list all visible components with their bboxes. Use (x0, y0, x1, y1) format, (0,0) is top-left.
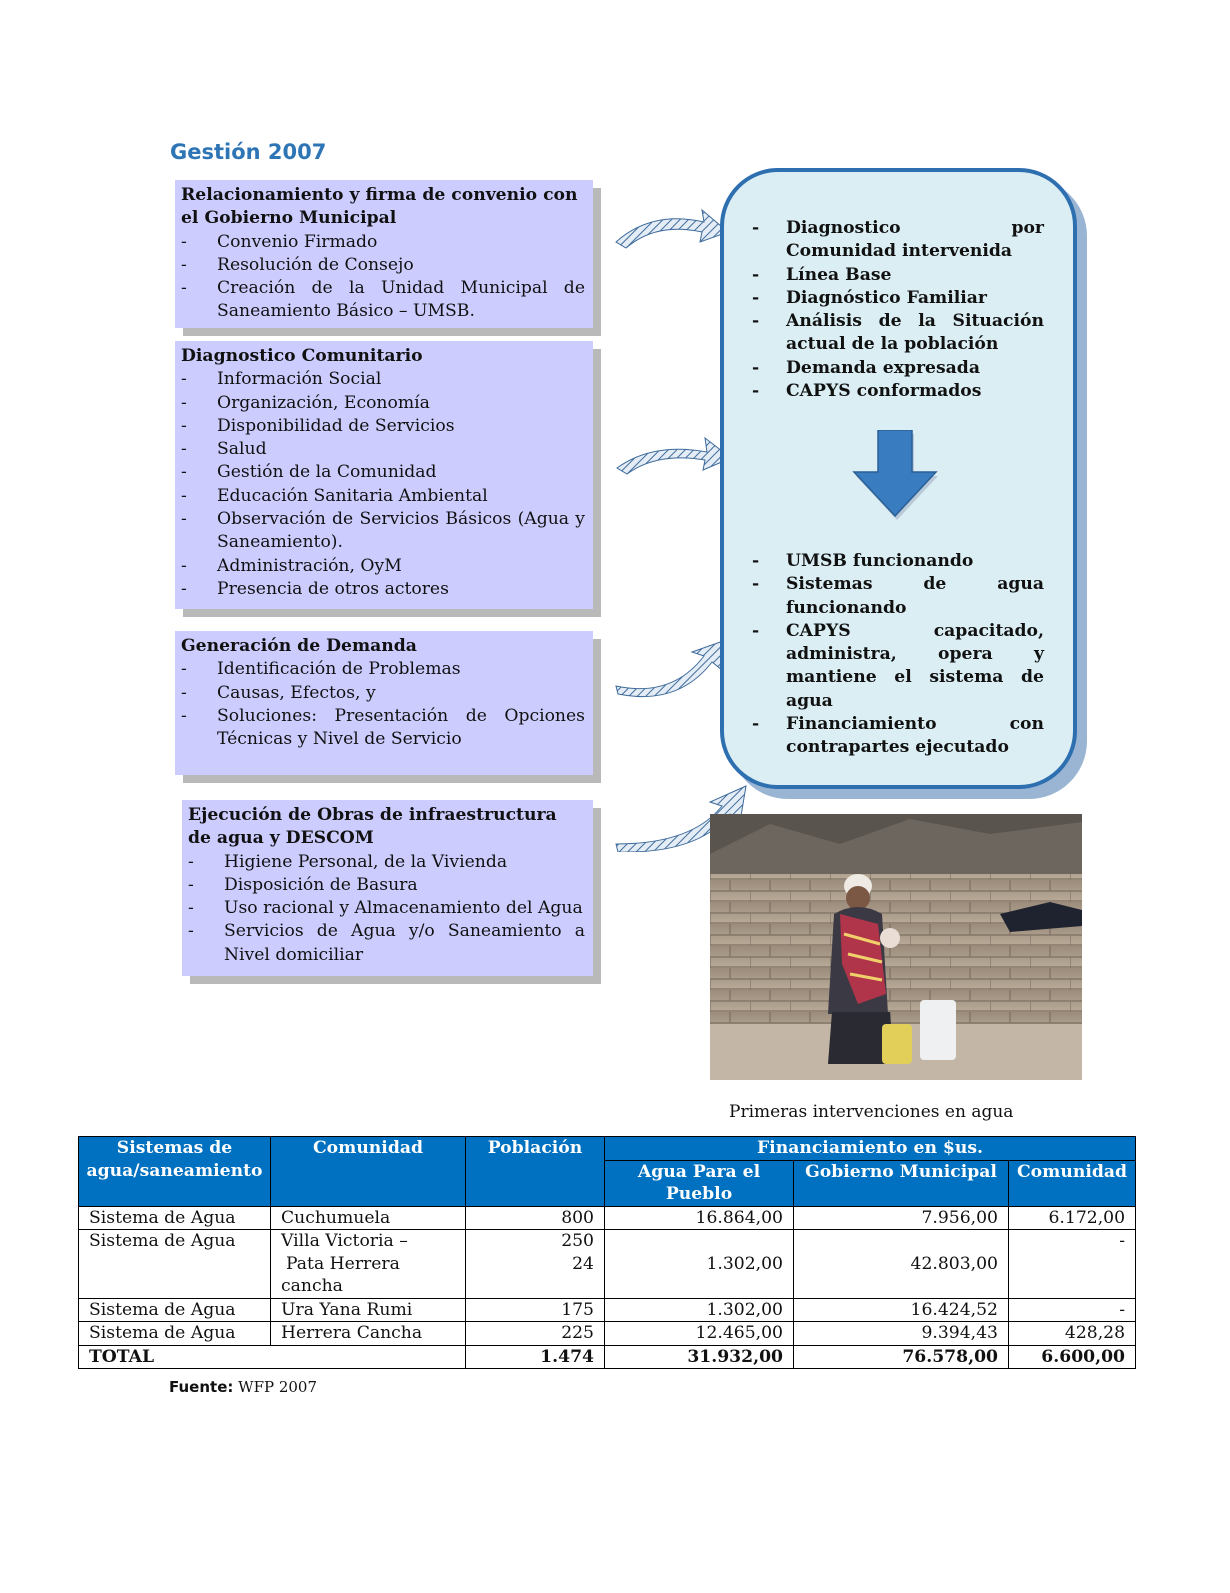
curved-arrow-icon (612, 428, 734, 478)
header-comunidad-fin: Comunidad (1009, 1160, 1136, 1206)
table-row (79, 1206, 1136, 1230)
down-arrow-icon (852, 430, 942, 525)
box-convenio (175, 180, 593, 328)
box-list (181, 658, 585, 751)
cell-comunidad-fin: 428,28 (1009, 1322, 1136, 1346)
cell-comunidad: Cuchumuela (271, 1206, 466, 1230)
cell-poblacion (466, 1230, 605, 1299)
cell-gobierno: 16.424,52 (794, 1298, 1009, 1322)
list-item: - Financiamiento con contrapartes ejecutado (752, 714, 1044, 758)
header-agua-pueblo: Agua Para el Pueblo (605, 1160, 794, 1206)
list-item: - Resolución de Consejo (181, 254, 414, 275)
cell-comunidad: Ura Yana Rumi (271, 1298, 466, 1322)
cell-comunidad: Herrera Cancha (271, 1322, 466, 1346)
cell-sistema: Sistema de Agua (79, 1298, 271, 1322)
cell-comunidad-fin: - (1009, 1298, 1136, 1322)
cell-agua: 1.302,00 (605, 1230, 794, 1299)
list-item: - Organización, Economía (181, 392, 430, 413)
list-item: - Servicios de Agua y/o Saneamiento a Nivel domiciliar (188, 921, 585, 965)
list-item: - Disponibilidad de Servicios (181, 415, 455, 436)
box-title: Generación de Demanda (181, 636, 417, 656)
table-row (79, 1230, 1136, 1299)
cell-agua: 1.302,00 (605, 1298, 794, 1322)
cell-comunidad (271, 1230, 466, 1299)
list-item: - Observación de Servicios Básicos (Agua y Saneamiento). (181, 509, 585, 553)
cell-gobierno: 42.803,00 (794, 1230, 1009, 1299)
list-item: - CAPYS conformados (752, 381, 982, 402)
list-item: - Higiene Personal, de la Vivienda (188, 851, 508, 872)
curved-arrow-icon (612, 636, 732, 698)
list-item: - UMSB funcionando (752, 551, 974, 571)
list-item: - Disposición de Basura (188, 874, 418, 895)
cell-sistema: Sistema de Agua (79, 1322, 271, 1346)
cell-total-comunidad: 6.600,00 (1009, 1345, 1136, 1369)
box-diagnostico (175, 341, 593, 609)
box-ejecucion (182, 800, 593, 976)
header-comunidad: Comunidad (271, 1137, 466, 1207)
box-title: Ejecución de Obras de infraestructura de agua y DESCOM (188, 805, 557, 849)
cell-poblacion: 225 (466, 1322, 605, 1346)
cell-total-label: TOTAL (79, 1345, 466, 1369)
cell-line: 24 (572, 1253, 594, 1274)
community-photo (710, 814, 1082, 1080)
table-row (79, 1322, 1136, 1346)
source-value: WFP 2007 (238, 1378, 318, 1396)
list-item: - Demanda expresada (752, 357, 980, 378)
cell-total-poblacion: 1.474 (466, 1345, 605, 1369)
cell-line: 250 (561, 1231, 594, 1251)
table-row (79, 1298, 1136, 1322)
list-item: - Creación de la Unidad Municipal de Saneamiento Básico – UMSB. (181, 278, 585, 322)
list-item: - Gestión de la Comunidad (181, 462, 437, 483)
box-demanda (175, 631, 593, 775)
list-item: - Identificación de Problemas (181, 659, 461, 680)
list-item: - Información Social (181, 369, 382, 390)
list-item: - Administración, OyM (181, 555, 402, 576)
source-note (169, 1378, 317, 1396)
cell-agua: 12.465,00 (605, 1322, 794, 1346)
list-item: - Diagnóstico Familiar (752, 287, 987, 308)
list-item: - Línea Base (752, 264, 892, 285)
cell-gobierno: 7.956,00 (794, 1206, 1009, 1230)
list-item: - Uso racional y Almacenamiento del Agua (188, 898, 583, 919)
list-item: - Sistemas de agua funcionando (752, 574, 1044, 618)
box-list (181, 231, 585, 324)
results-bottom-list (752, 550, 1044, 760)
list-item: - CAPYS capacitado, administra, opera y mantiene el sistema de agua (752, 620, 1044, 711)
results-top-list (752, 217, 1044, 403)
list-item: - Salud (181, 439, 267, 460)
photo-caption: Primeras intervenciones en agua (729, 1102, 1014, 1122)
source-label: Fuente: (169, 1378, 234, 1396)
cell-sistema: Sistema de Agua (79, 1230, 271, 1299)
cell-sistema: Sistema de Agua (79, 1206, 271, 1230)
box-list (188, 851, 585, 967)
financing-table (78, 1136, 1136, 1369)
list-item: - Causas, Efectos, y (181, 682, 376, 703)
box-title: Relacionamiento y firma de convenio con el Gobierno Municipal (181, 185, 578, 229)
list-item: - Convenio Firmado (181, 231, 378, 252)
cell-poblacion: 175 (466, 1298, 605, 1322)
cell-line: cancha (281, 1276, 343, 1296)
cell-total-agua: 31.932,00 (605, 1345, 794, 1369)
cell-comunidad-fin: - (1009, 1230, 1136, 1299)
cell-agua: 16.864,00 (605, 1206, 794, 1230)
cell-comunidad-fin: 6.172,00 (1009, 1206, 1136, 1230)
curved-arrow-icon (612, 202, 732, 252)
list-item: - Presencia de otros actores (181, 578, 449, 599)
cell-line: Pata Herrera (286, 1253, 400, 1274)
list-item: - Educación Sanitaria Ambiental (181, 485, 488, 506)
cell-poblacion: 800 (466, 1206, 605, 1230)
box-list (181, 368, 585, 601)
list-item: - Soluciones: Presentación de Opciones Técnicas y Nivel de Servicio (181, 705, 585, 750)
table-total-row (79, 1345, 1136, 1369)
box-title: Diagnostico Comunitario (181, 346, 423, 366)
header-sistemas: Sistemas de agua/saneamiento (79, 1137, 271, 1207)
header-poblacion: Población (466, 1137, 605, 1207)
cell-total-gobierno: 76.578,00 (794, 1345, 1009, 1369)
list-item: - Diagnostico por Comunidad intervenida (752, 218, 1044, 262)
header-financiamiento: Financiamiento en $us. (605, 1137, 1136, 1161)
header-gobierno: Gobierno Municipal (794, 1160, 1009, 1206)
section-heading: Gestión 2007 (170, 140, 327, 164)
list-item: - Análisis de la Situación actual de la población (752, 311, 1044, 355)
cell-gobierno: 9.394,43 (794, 1322, 1009, 1346)
cell-line: Villa Victoria – (281, 1231, 408, 1251)
